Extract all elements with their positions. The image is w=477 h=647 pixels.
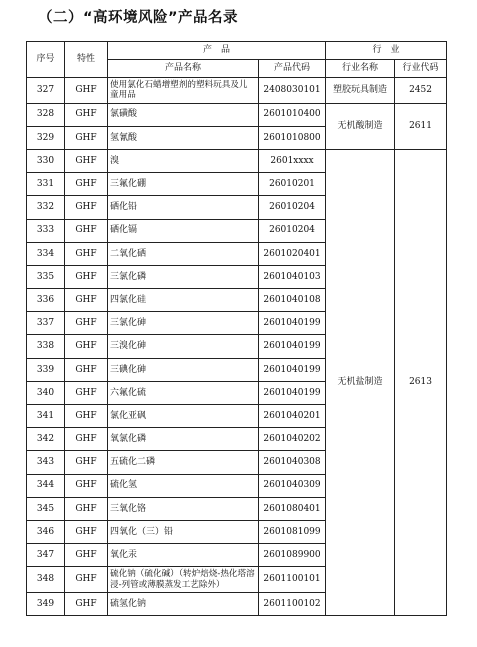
- cell-product-name: 三氯化砷: [108, 312, 259, 335]
- cell-product-name: 三氟化硼: [108, 173, 259, 196]
- cell-property: GHF: [65, 103, 108, 126]
- cell-property: GHF: [65, 381, 108, 404]
- cell-product-code: 2601040201: [259, 405, 326, 428]
- cell-product-name: 四氯化硅: [108, 289, 259, 312]
- cell-property: GHF: [65, 474, 108, 497]
- header-industry-name: 行业名称: [326, 60, 395, 78]
- cell-serial: 348: [27, 567, 65, 593]
- cell-product-code: 2601040199: [259, 381, 326, 404]
- cell-serial: 333: [27, 219, 65, 242]
- cell-serial: 338: [27, 335, 65, 358]
- cell-property: GHF: [65, 335, 108, 358]
- cell-serial: 327: [27, 78, 65, 104]
- cell-product-code: 2601040199: [259, 335, 326, 358]
- cell-product-code: 2601xxxx: [259, 149, 326, 172]
- table-row: [27, 103, 447, 126]
- cell-product-code: 2601040199: [259, 312, 326, 335]
- cell-industry-code: 2452: [395, 78, 447, 104]
- cell-product-code: 2601040309: [259, 474, 326, 497]
- cell-property: GHF: [65, 544, 108, 567]
- cell-serial: 344: [27, 474, 65, 497]
- cell-property: GHF: [65, 520, 108, 543]
- cell-property: GHF: [65, 405, 108, 428]
- cell-product-name: 氯化亚砜: [108, 405, 259, 428]
- cell-product-name: 溴: [108, 149, 259, 172]
- cell-property: GHF: [65, 196, 108, 219]
- cell-property: GHF: [65, 126, 108, 149]
- cell-serial: 345: [27, 497, 65, 520]
- cell-serial: 342: [27, 428, 65, 451]
- cell-product-name: 五硫化二磷: [108, 451, 259, 474]
- cell-product-name: 氧氯化磷: [108, 428, 259, 451]
- product-name-text: 使用氯化石蜡增塑剂的塑料玩具及儿童用品: [110, 79, 248, 101]
- cell-product-name: 氯磺酸: [108, 103, 259, 126]
- cell-industry-code: 2613: [395, 149, 447, 615]
- cell-serial: 346: [27, 520, 65, 543]
- cell-product-name: 三碘化砷: [108, 358, 259, 381]
- cell-product-code: 26010204: [259, 196, 326, 219]
- cell-property: GHF: [65, 451, 108, 474]
- cell-product-code: 2601040308: [259, 451, 326, 474]
- cell-product-name: 硒化镉: [108, 219, 259, 242]
- header-product-group: 产 品: [108, 42, 326, 60]
- cell-property: GHF: [65, 78, 108, 104]
- cell-property: GHF: [65, 312, 108, 335]
- cell-industry-name: 塑胶玩具制造: [326, 78, 395, 104]
- header-industry-group: 行 业: [326, 42, 447, 60]
- cell-product-code: 2601020401: [259, 242, 326, 265]
- cell-property: GHF: [65, 358, 108, 381]
- cell-property: GHF: [65, 149, 108, 172]
- cell-product-code: 2601089900: [259, 544, 326, 567]
- cell-property: GHF: [65, 592, 108, 615]
- cell-serial: 335: [27, 265, 65, 288]
- header-serial-number: 序号: [27, 42, 65, 78]
- table-row: [27, 78, 447, 104]
- cell-product-name: 三溴化砷: [108, 335, 259, 358]
- cell-property: GHF: [65, 265, 108, 288]
- cell-product-name: 氧化汞: [108, 544, 259, 567]
- cell-property: GHF: [65, 428, 108, 451]
- cell-product-code: 2601010800: [259, 126, 326, 149]
- cell-product-name: 四氧化（三）铅: [108, 520, 259, 543]
- cell-product-code: 26010201: [259, 173, 326, 196]
- cell-serial: 328: [27, 103, 65, 126]
- cell-product-code: 2601010400: [259, 103, 326, 126]
- header-property: 特性: [65, 42, 108, 78]
- cell-product-name: 硫化氢: [108, 474, 259, 497]
- cell-property: GHF: [65, 219, 108, 242]
- cell-product-code: 2601100101: [259, 567, 326, 593]
- cell-product-name: 六氟化硫: [108, 381, 259, 404]
- cell-property: GHF: [65, 242, 108, 265]
- cell-property: GHF: [65, 173, 108, 196]
- cell-property: GHF: [65, 567, 108, 593]
- cell-industry-name: 无机酸制造: [326, 103, 395, 149]
- cell-property: GHF: [65, 289, 108, 312]
- cell-product-name: 三氯化磷: [108, 265, 259, 288]
- product-name-text: 硫化钠（硫化碱）（转炉焙烧-热化塔溶浸-列管或薄膜蒸发工艺除外）: [110, 568, 255, 590]
- cell-product-name: 硫氢化钠: [108, 592, 259, 615]
- cell-serial: 340: [27, 381, 65, 404]
- cell-serial: 330: [27, 149, 65, 172]
- page-heading: （二）“高环境风险”产品名录: [38, 10, 239, 26]
- cell-serial: 347: [27, 544, 65, 567]
- cell-serial: 349: [27, 592, 65, 615]
- cell-product-name: 氢氰酸: [108, 126, 259, 149]
- cell-product-name: 二氧化硒: [108, 242, 259, 265]
- cell-serial: 331: [27, 173, 65, 196]
- cell-serial: 329: [27, 126, 65, 149]
- cell-product-code: 2601100102: [259, 592, 326, 615]
- cell-serial: 337: [27, 312, 65, 335]
- cell-product-name: [108, 567, 259, 593]
- cell-serial: 336: [27, 289, 65, 312]
- header-product-name: 产品名称: [108, 60, 259, 78]
- table-row: [27, 149, 447, 172]
- cell-serial: 334: [27, 242, 65, 265]
- cell-product-name: 三氧化铬: [108, 497, 259, 520]
- header-product-code: 产品代码: [259, 60, 326, 78]
- cell-product-code: 2601040202: [259, 428, 326, 451]
- cell-serial: 339: [27, 358, 65, 381]
- cell-serial: 341: [27, 405, 65, 428]
- header-industry-code: 行业代码: [395, 60, 447, 78]
- cell-product-code: 2601081099: [259, 520, 326, 543]
- cell-product-code: 2601040103: [259, 265, 326, 288]
- cell-industry-code: 2611: [395, 103, 447, 149]
- cell-serial: 343: [27, 451, 65, 474]
- cell-serial: 332: [27, 196, 65, 219]
- cell-product-code: 2408030101: [259, 78, 326, 104]
- cell-product-code: 2601040108: [259, 289, 326, 312]
- cell-property: GHF: [65, 497, 108, 520]
- cell-product-name: [108, 78, 259, 104]
- cell-product-code: 2601040199: [259, 358, 326, 381]
- cell-industry-name: 无机盐制造: [326, 149, 395, 615]
- cell-product-name: 硒化铅: [108, 196, 259, 219]
- cell-product-code: 26010204: [259, 219, 326, 242]
- product-catalog-table: [26, 41, 447, 616]
- cell-product-code: 2601080401: [259, 497, 326, 520]
